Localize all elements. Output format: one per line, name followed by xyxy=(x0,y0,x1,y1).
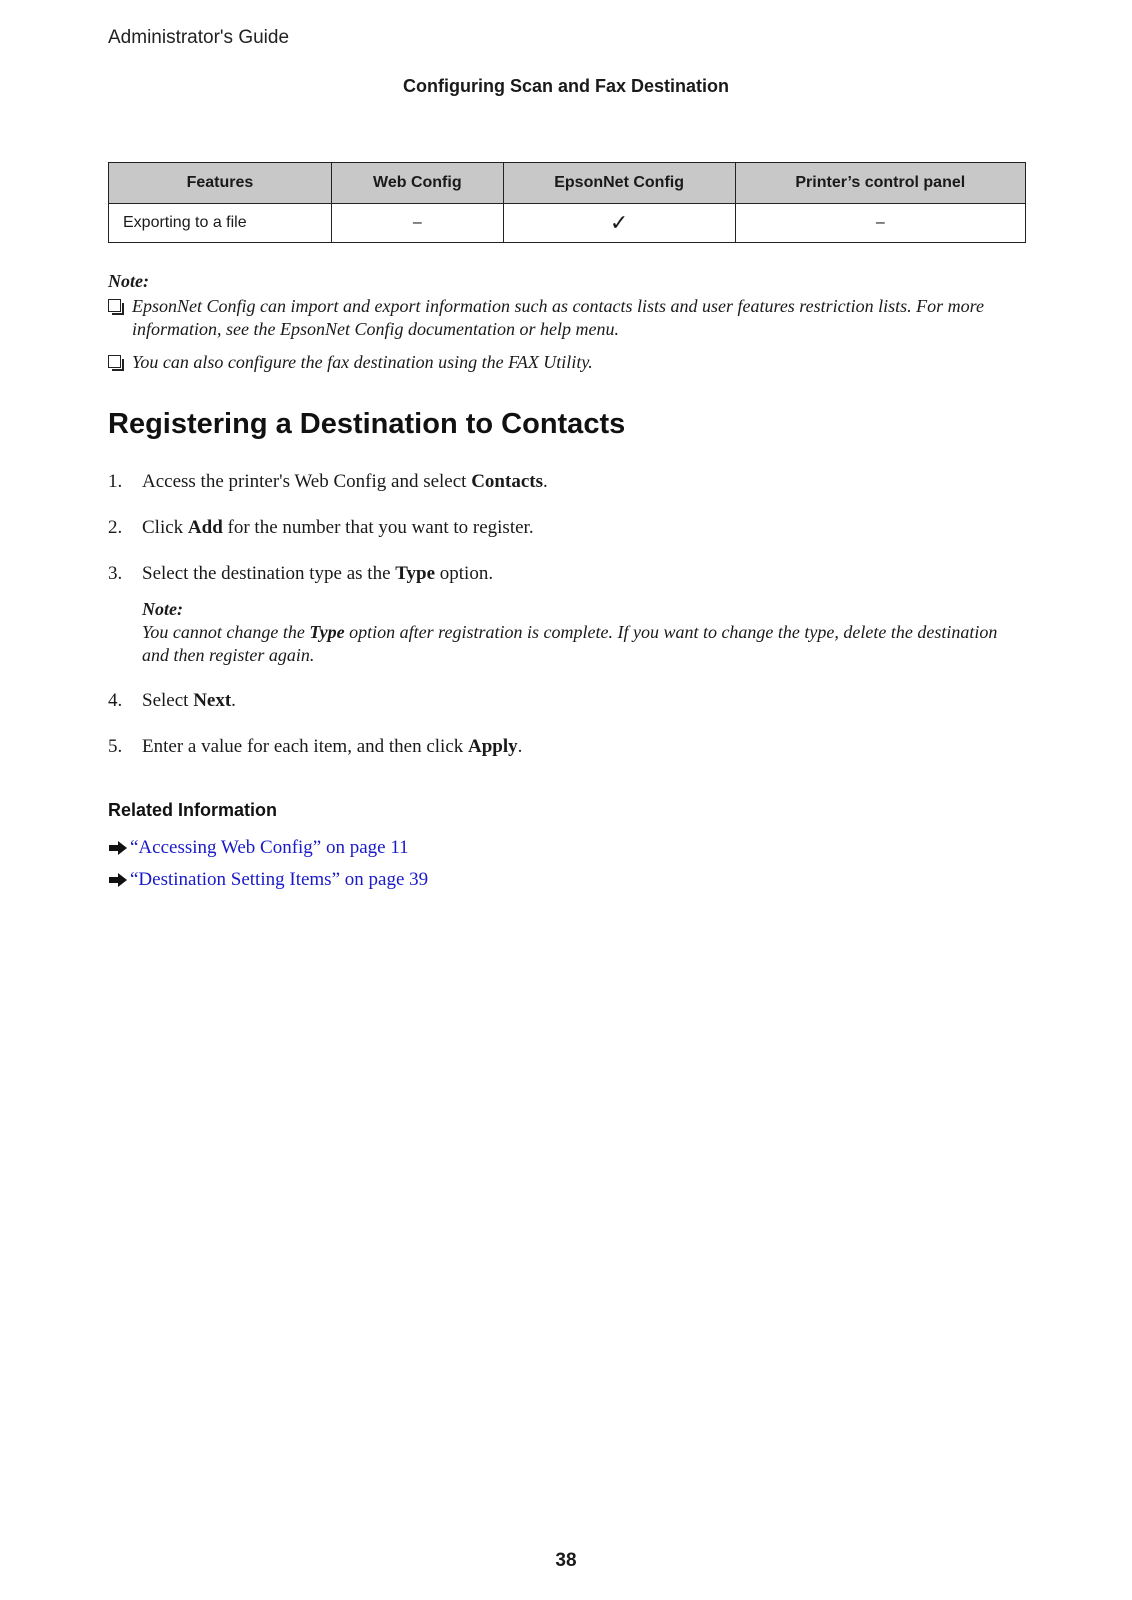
note-item xyxy=(108,295,1008,341)
step-number: 5. xyxy=(108,736,123,757)
table-header-cell: Web Config xyxy=(331,163,503,204)
step-item xyxy=(108,735,1018,759)
step-item xyxy=(108,689,1018,713)
note-block xyxy=(108,270,1008,384)
related-links xyxy=(108,832,428,896)
table-cell: – xyxy=(735,204,1025,243)
step-number: 1. xyxy=(108,471,123,492)
step-text: Click xyxy=(142,517,188,538)
step-number: 4. xyxy=(108,690,123,711)
table-cell-feature: Exporting to a file xyxy=(109,204,332,243)
table-header-cell: Features xyxy=(109,163,332,204)
step-text: Access the printer's Web Config and select xyxy=(142,471,472,492)
table-header-row xyxy=(109,163,1026,204)
step-note xyxy=(142,598,1018,667)
ui-term: Type xyxy=(395,563,436,584)
related-link-item xyxy=(108,864,428,896)
ui-term: Contacts xyxy=(471,471,543,492)
step-item xyxy=(108,470,1018,494)
step-text: . xyxy=(231,690,236,711)
ui-term: Apply xyxy=(468,736,518,757)
ui-term: Type xyxy=(309,622,345,642)
step-number: 2. xyxy=(108,517,123,538)
arrow-right-icon xyxy=(108,872,128,888)
step-text: Enter a value for each item, and then click xyxy=(142,736,469,757)
step-text: for the number that you want to register. xyxy=(222,517,534,538)
note-title: Note: xyxy=(108,271,149,291)
ui-term: Next xyxy=(193,690,232,711)
table-header-cell: Printer’s control panel xyxy=(735,163,1025,204)
related-link-item xyxy=(108,832,428,864)
arrow-right-icon xyxy=(108,840,128,856)
step-item xyxy=(108,562,1018,667)
section-title: Configuring Scan and Fax Destination xyxy=(402,76,730,96)
page-number: 38 xyxy=(555,1550,577,1571)
checkbox-bullet-icon xyxy=(108,355,121,368)
step-note-title: Note: xyxy=(142,599,183,619)
step-number: 3. xyxy=(108,563,123,584)
step-list xyxy=(108,470,1018,781)
ui-term: Add xyxy=(187,517,223,538)
running-header: Administrator's Guide xyxy=(108,27,290,48)
step-text: Select the destination type as the xyxy=(142,563,396,584)
note-item-text: EpsonNet Config can import and export information such as contacts lists and user features restriction lists. For more information, see the EpsonNet Config documentation or help menu. xyxy=(132,296,984,339)
table-header-cell: EpsonNet Config xyxy=(503,163,735,204)
link-accessing-web-config[interactable]: “Accessing Web Config” on page 11 xyxy=(130,837,409,858)
note-item-text: You can also configure the fax destination using the FAX Utility. xyxy=(132,352,593,372)
step-note-text: option after registration is complete. If you want to change the type, delete the destination and then register again. xyxy=(142,622,998,665)
link-destination-setting-items[interactable]: “Destination Setting Items” on page 39 xyxy=(130,869,429,890)
checkbox-bullet-icon xyxy=(108,299,121,312)
step-item xyxy=(108,516,1018,540)
table-row xyxy=(109,204,1026,243)
checkmark-icon: ✓ xyxy=(503,204,735,243)
table-cell: – xyxy=(331,204,503,243)
step-text: Select xyxy=(142,690,194,711)
note-item xyxy=(108,351,1008,374)
step-note-text: You cannot change the xyxy=(142,622,310,642)
feature-table xyxy=(108,162,1026,243)
step-text: . xyxy=(517,736,523,757)
related-information-heading: Related Information xyxy=(108,800,278,820)
step-text: option. xyxy=(435,563,494,584)
page-heading: Registering a Destination to Contacts xyxy=(108,408,626,440)
step-text: . xyxy=(542,471,548,492)
